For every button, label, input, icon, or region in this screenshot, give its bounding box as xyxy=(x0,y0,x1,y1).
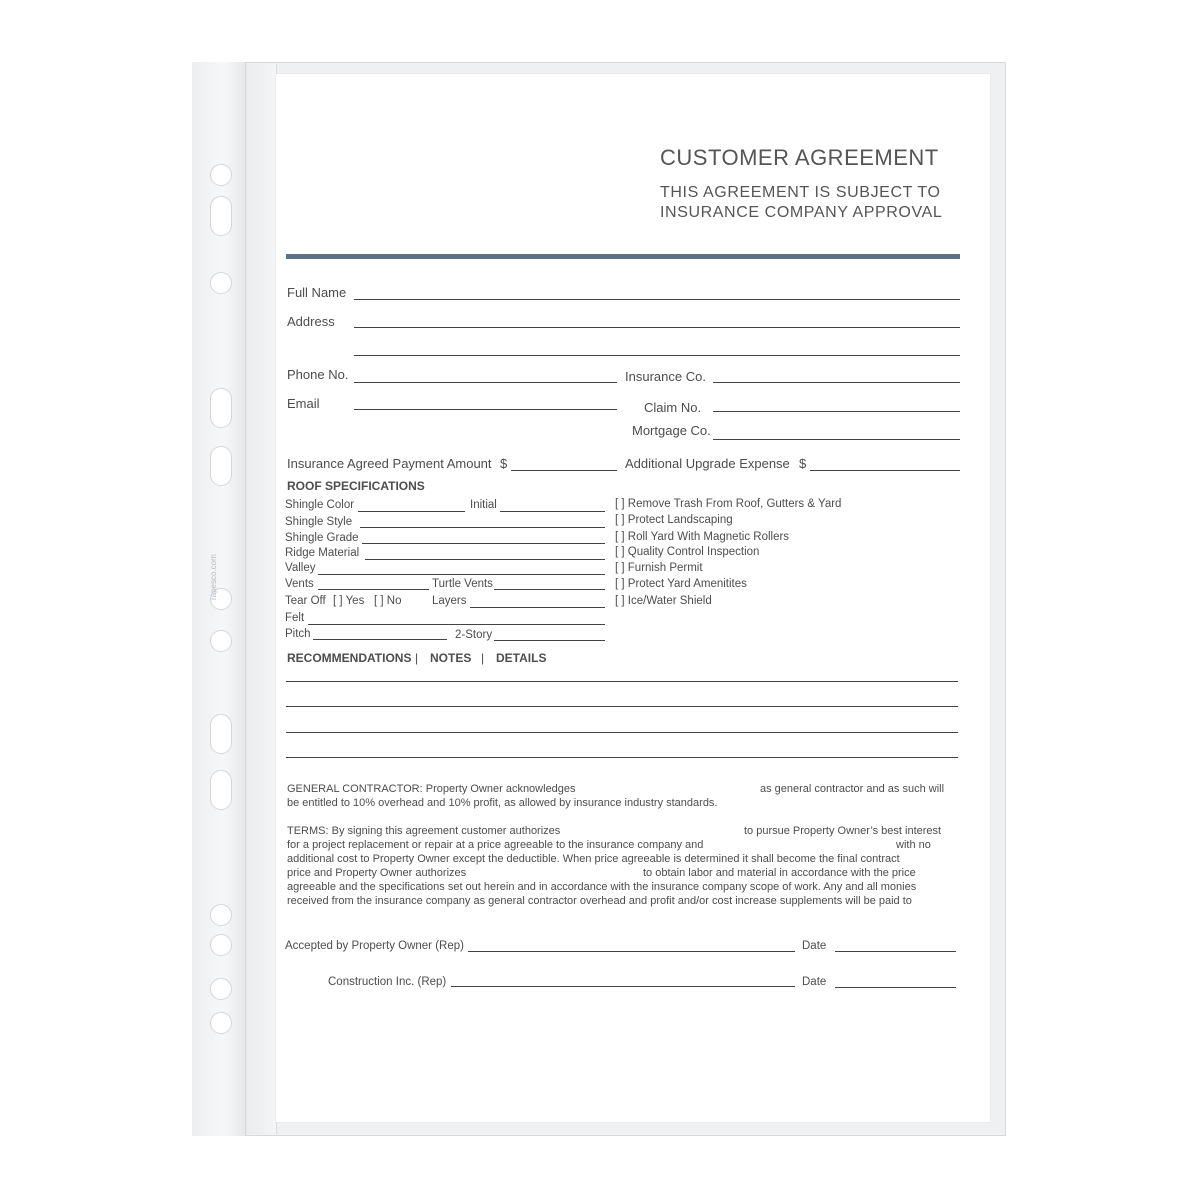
checklist-item[interactable]: [ ] Protect Yard Amenitites xyxy=(615,578,747,590)
punch-slot xyxy=(210,714,232,754)
recommendations-heading: RECOMMENDATIONS xyxy=(287,651,412,665)
vents-field[interactable] xyxy=(318,589,429,590)
turtle-vents-field[interactable] xyxy=(494,589,605,590)
subtitle-line-1: THIS AGREEMENT IS SUBJECT TO xyxy=(660,184,941,201)
construction-signature-label: Construction Inc. (Rep) xyxy=(328,976,447,988)
two-story-label: 2-Story xyxy=(455,629,493,641)
terms-text: price and Property Owner authorizes xyxy=(287,867,467,879)
general-contractor-text: as general contractor and as such will xyxy=(760,783,945,795)
checklist-item[interactable]: [ ] Remove Trash From Roof, Gutters & Yard xyxy=(615,498,842,510)
punch-hole xyxy=(210,904,232,926)
email-label: Email xyxy=(287,396,320,411)
owner-date-field[interactable] xyxy=(835,951,956,952)
punch-hole xyxy=(210,1012,232,1034)
punch-hole xyxy=(210,272,232,294)
layers-label: Layers xyxy=(432,595,467,607)
date-label: Date xyxy=(802,940,827,952)
vents-label: Vents xyxy=(285,578,314,590)
sleeve-fold xyxy=(246,64,277,1134)
insurance-payment-label: Insurance Agreed Payment Amount xyxy=(287,456,492,471)
shingle-grade-label: Shingle Grade xyxy=(285,532,359,544)
layers-field[interactable] xyxy=(470,607,605,608)
notes-line[interactable] xyxy=(286,706,958,707)
details-heading: DETAILS xyxy=(496,651,547,665)
shingle-style-label: Shingle Style xyxy=(285,516,353,528)
notes-heading: NOTES xyxy=(430,651,472,665)
notes-line[interactable] xyxy=(286,681,958,682)
terms-text: to obtain labor and material in accordance with the price xyxy=(643,867,916,879)
tear-off-yes-checkbox[interactable]: [ ] Yes xyxy=(333,595,365,607)
subtitle-line-2: INSURANCE COMPANY APPROVAL xyxy=(660,204,943,221)
punch-slot xyxy=(210,770,232,810)
valley-label: Valley xyxy=(285,562,316,574)
initial-label: Initial xyxy=(470,499,497,511)
notes-separator: | xyxy=(415,651,419,665)
email-field[interactable] xyxy=(354,409,617,410)
valley-field[interactable] xyxy=(318,574,605,575)
claim-no-field[interactable] xyxy=(713,411,960,412)
construction-date-field[interactable] xyxy=(835,987,956,988)
sleeve-brand-text: rapesco.com xyxy=(209,554,218,600)
insurance-payment-field[interactable] xyxy=(511,470,617,471)
punch-hole xyxy=(210,978,232,1000)
punch-slot xyxy=(210,196,232,236)
ridge-material-label: Ridge Material xyxy=(285,547,360,559)
two-story-field[interactable] xyxy=(494,640,605,641)
checklist-item[interactable]: [ ] Ice/Water Shield xyxy=(615,595,712,607)
claim-no-label: Claim No. xyxy=(644,400,702,415)
shingle-color-label: Shingle Color xyxy=(285,499,355,511)
full-name-field[interactable] xyxy=(354,299,960,300)
shingle-style-field[interactable] xyxy=(360,527,605,528)
construction-signature-field[interactable] xyxy=(451,986,795,987)
pitch-field[interactable] xyxy=(313,639,447,640)
full-name-label: Full Name xyxy=(287,285,347,300)
notes-separator: | xyxy=(481,651,485,665)
punch-hole xyxy=(210,934,232,956)
checklist-item[interactable]: [ ] Protect Landscaping xyxy=(615,514,733,526)
shingle-color-field[interactable] xyxy=(358,511,465,512)
tear-off-no-checkbox[interactable]: [ ] No xyxy=(374,595,402,607)
terms-text: received from the insurance company as general contractor overhead and profit and/or cost increase supplements will be paid to xyxy=(287,895,912,907)
terms-text: agreeable and the specifications set out herein and in accordance with the insurance company scope of work. Any and all monies xyxy=(287,881,917,893)
felt-field[interactable] xyxy=(308,624,605,625)
notes-line[interactable] xyxy=(286,757,958,758)
checklist-item[interactable]: [ ] Quality Control Inspection xyxy=(615,546,760,558)
notes-line[interactable] xyxy=(286,732,958,733)
terms-text: additional cost to Property Owner except the deductible. When price agreeable is determined it shall become the final contract xyxy=(287,853,900,865)
felt-label: Felt xyxy=(285,612,305,624)
header-divider xyxy=(286,254,960,259)
owner-signature-field[interactable] xyxy=(468,951,795,952)
page-title: CUSTOMER AGREEMENT xyxy=(660,145,939,170)
punch-hole xyxy=(210,630,232,652)
punch-hole xyxy=(210,164,232,186)
address-field-line-1[interactable] xyxy=(354,327,960,328)
ridge-material-field[interactable] xyxy=(365,559,605,560)
general-contractor-text: be entitled to 10% overhead and 10% profit, as allowed by insurance industry standards. xyxy=(287,797,718,809)
terms-text: TERMS: By signing this agreement customer authorizes xyxy=(287,825,561,837)
currency-symbol: $ xyxy=(500,456,508,471)
terms-text: to pursue Property Owner’s best interest xyxy=(744,825,942,837)
upgrade-expense-label: Additional Upgrade Expense xyxy=(625,456,790,471)
mortgage-co-label: Mortgage Co. xyxy=(632,423,711,438)
tear-off-label: Tear Off xyxy=(285,595,326,607)
address-field-line-2[interactable] xyxy=(354,355,960,356)
phone-label: Phone No. xyxy=(287,367,349,382)
insurance-co-field[interactable] xyxy=(713,382,960,383)
initial-field[interactable] xyxy=(500,511,605,512)
roof-specs-heading: ROOF SPECIFICATIONS xyxy=(287,479,425,493)
upgrade-expense-field[interactable] xyxy=(810,470,960,471)
terms-text: with no xyxy=(896,839,931,851)
shingle-grade-field[interactable] xyxy=(362,543,605,544)
date-label: Date xyxy=(802,976,827,988)
pitch-label: Pitch xyxy=(285,628,311,640)
checklist-item[interactable]: [ ] Furnish Permit xyxy=(615,562,703,574)
checklist-item[interactable]: [ ] Roll Yard With Magnetic Rollers xyxy=(615,531,790,543)
punch-slot xyxy=(210,446,232,486)
punch-slot xyxy=(210,388,232,428)
terms-text: for a project replacement or repair at a price agreeable to the insurance company and xyxy=(287,839,704,851)
address-label: Address xyxy=(287,314,335,329)
mortgage-co-field[interactable] xyxy=(713,439,960,440)
phone-field[interactable] xyxy=(354,382,617,383)
currency-symbol: $ xyxy=(799,456,807,471)
turtle-vents-label: Turtle Vents xyxy=(432,578,493,590)
insurance-co-label: Insurance Co. xyxy=(625,369,706,384)
general-contractor-text: GENERAL CONTRACTOR: Property Owner acknowledges xyxy=(287,783,576,795)
owner-signature-label: Accepted by Property Owner (Rep) xyxy=(285,940,464,952)
